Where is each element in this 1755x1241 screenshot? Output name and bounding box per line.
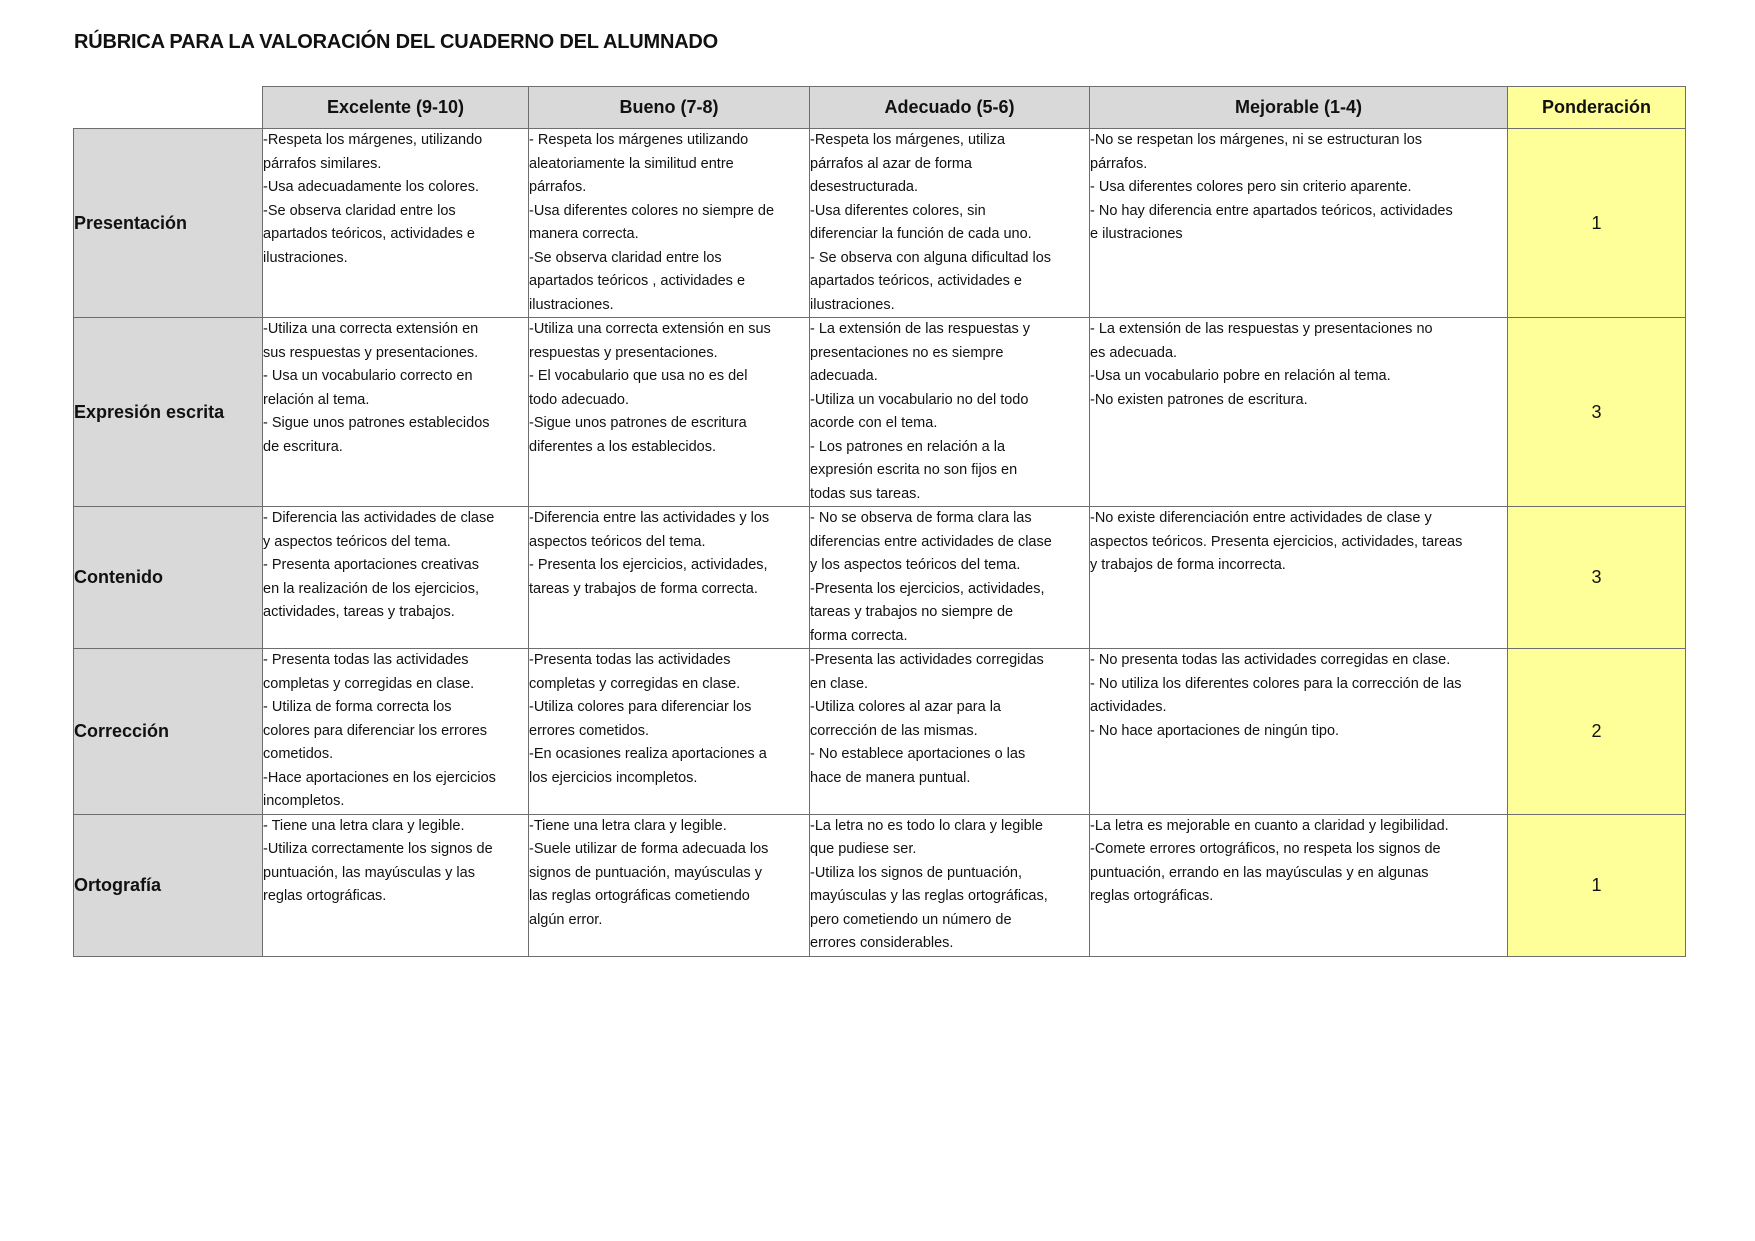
descriptor-line: relación al tema.: [263, 391, 370, 408]
descriptor-line: - Tiene una letra clara y legible.: [263, 817, 465, 834]
descriptor-line: -Comete errores ortográficos, no respeta los signos de: [1090, 841, 1441, 857]
descriptor-line: mayúsculas y las reglas ortográficas,: [810, 888, 1048, 904]
descriptor-line: - Se observa con alguna dificultad los: [810, 249, 1052, 266]
descriptor-line: - Presenta aportaciones creativas: [263, 557, 479, 573]
criterion-label: Corrección: [74, 649, 263, 815]
descriptor-line: colores para diferenciar los errores: [263, 722, 488, 739]
descriptor-line: -Usa adecuadamente los colores.: [263, 179, 480, 195]
descriptor-cell-adecuado: [810, 129, 1090, 318]
descriptor-line: -Presenta los ejercicios, actividades,: [810, 580, 1045, 597]
descriptor-line: - No hay diferencia entre apartados teóricos, actividades: [1090, 202, 1453, 219]
descriptor-line: puntuación, errando en las mayúsculas y en algunas: [1090, 864, 1429, 881]
descriptor-line: -Usa diferentes colores no siempre de: [529, 202, 775, 219]
header-excelente: Excelente (9-10): [263, 87, 529, 129]
descriptor-line: errores cometidos.: [529, 722, 650, 739]
descriptor-line: -La letra es mejorable en cuanto a claridad y legibilidad.: [1090, 817, 1449, 834]
descriptor-line: hace de manera puntual.: [810, 769, 971, 786]
descriptor-cell-excelente: [263, 318, 529, 507]
descriptor-line: respuestas y presentaciones.: [529, 344, 718, 361]
descriptor-line: -Utiliza un vocabulario no del todo: [810, 391, 1029, 408]
descriptor-line: -Se observa claridad entre los: [529, 249, 722, 266]
descriptor-line: -Tiene una letra clara y legible.: [529, 817, 727, 834]
descriptor-line: - Los patrones en relación a la: [810, 438, 1006, 455]
descriptor-cell-bueno: [529, 318, 810, 507]
weight-value: 1: [1508, 129, 1686, 318]
descriptor-line: - No utiliza los diferentes colores para la corrección de las: [1090, 675, 1462, 692]
descriptor-line: - Diferencia las actividades de clase: [263, 510, 495, 526]
descriptor-line: - No establece aportaciones o las: [810, 746, 1026, 762]
header-adecuado: Adecuado (5-6): [810, 87, 1090, 129]
descriptor-line: reglas ortográficas.: [1090, 888, 1214, 904]
descriptor-line: sus respuestas y presentaciones.: [263, 344, 479, 361]
descriptor-line: acorde con el tema.: [810, 415, 938, 431]
descriptor-line: las reglas ortográficas cometiendo: [529, 888, 750, 904]
descriptor-line: - Usa diferentes colores pero sin criterio aparente.: [1090, 179, 1412, 195]
header-ponderacion: Ponderación: [1508, 87, 1686, 129]
descriptor-line: completas y corregidas en clase.: [263, 675, 475, 692]
descriptor-line: - Utiliza de forma correcta los: [263, 699, 452, 715]
descriptor-line: párrafos similares.: [263, 155, 382, 172]
descriptor-line: corrección de las mismas.: [810, 722, 978, 739]
descriptor-line: presentaciones no es siempre: [810, 344, 1004, 361]
document-title: RÚBRICA PARA LA VALORACIÓN DEL CUADERNO DEL ALUMNADO: [74, 31, 719, 53]
descriptor-line: -Suele utilizar de forma adecuada los: [529, 841, 769, 857]
descriptor-line: -Respeta los márgenes, utiliza: [810, 132, 1006, 148]
descriptor-line: y los aspectos teóricos del tema.: [810, 557, 1021, 573]
descriptor-line: - Usa un vocabulario correcto en: [263, 368, 473, 384]
descriptor-line: -Se observa claridad entre los: [263, 202, 456, 219]
descriptor-cell-adecuado: [810, 649, 1090, 815]
descriptor-line: -La letra no es todo lo clara y legible: [810, 817, 1043, 834]
descriptor-line: -Presenta las actividades corregidas: [810, 652, 1044, 668]
criterion-label: Expresión escrita: [74, 318, 263, 507]
rubric-row: [74, 814, 1686, 956]
descriptor-line: -Utiliza colores para diferenciar los: [529, 699, 752, 715]
descriptor-line: -Presenta todas las actividades: [529, 652, 731, 668]
rubric-table: [73, 86, 1686, 957]
descriptor-line: pero cometiendo un número de: [810, 911, 1012, 928]
descriptor-line: -Utiliza colores al azar para la: [810, 699, 1001, 715]
descriptor-line: algún error.: [529, 911, 603, 928]
descriptor-line: - No presenta todas las actividades corregidas en clase.: [1090, 652, 1451, 668]
descriptor-line: actividades.: [1090, 699, 1167, 715]
descriptor-line: cometidos.: [263, 746, 334, 762]
descriptor-line: - No hace aportaciones de ningún tipo.: [1090, 722, 1340, 739]
criterion-label: Presentación: [74, 129, 263, 318]
descriptor-line: aspectos teóricos del tema.: [529, 533, 706, 550]
descriptor-line: -Sigue unos patrones de escritura: [529, 415, 747, 431]
descriptor-cell-mejorable: [1090, 318, 1508, 507]
weight-value: 1: [1508, 814, 1686, 956]
rubric-row: [74, 129, 1686, 318]
descriptor-line: -Diferencia entre las actividades y los: [529, 510, 770, 526]
descriptor-line: que pudiese ser.: [810, 841, 917, 857]
descriptor-cell-bueno: [529, 649, 810, 815]
descriptor-cell-excelente: [263, 129, 529, 318]
weight-value: 2: [1508, 649, 1686, 815]
descriptor-line: todo adecuado.: [529, 391, 629, 408]
descriptor-line: ilustraciones.: [810, 296, 895, 313]
descriptor-cell-excelente: [263, 507, 529, 649]
descriptor-line: adecuada.: [810, 368, 878, 384]
descriptor-line: todas sus tareas.: [810, 485, 921, 502]
descriptor-line: ilustraciones.: [529, 296, 614, 313]
descriptor-line: - Respeta los márgenes utilizando: [529, 132, 749, 148]
rubric-row: [74, 649, 1686, 815]
descriptor-line: - El vocabulario que usa no es del: [529, 368, 748, 384]
descriptor-line: -Utiliza los signos de puntuación,: [810, 864, 1022, 881]
descriptor-line: de escritura.: [263, 438, 343, 455]
descriptor-line: incompletos.: [263, 793, 345, 809]
descriptor-line: tareas y trabajos no siempre de: [810, 604, 1014, 620]
descriptor-line: diferentes a los establecidos.: [529, 438, 716, 455]
descriptor-line: - Presenta los ejercicios, actividades,: [529, 557, 768, 573]
descriptor-line: - Presenta todas las actividades: [263, 652, 469, 668]
descriptor-line: los ejercicios incompletos.: [529, 769, 698, 786]
descriptor-line: -No se respetan los márgenes, ni se estructuran los: [1090, 132, 1423, 148]
descriptor-line: y aspectos teóricos del tema.: [263, 533, 451, 550]
descriptor-cell-adecuado: [810, 318, 1090, 507]
descriptor-line: apartados teóricos, actividades e: [263, 226, 475, 242]
rubric-row: [74, 318, 1686, 507]
descriptor-line: apartados teóricos , actividades e: [529, 273, 746, 289]
descriptor-line: -No existe diferenciación entre actividades de clase y: [1090, 510, 1432, 526]
descriptor-line: párrafos al azar de forma: [810, 155, 972, 172]
descriptor-line: - La extensión de las respuestas y: [810, 321, 1031, 337]
descriptor-line: actividades, tareas y trabajos.: [263, 604, 455, 620]
criterion-label: Ortografía: [74, 814, 263, 956]
descriptor-cell-mejorable: [1090, 649, 1508, 815]
descriptor-line: tareas y trabajos de forma correcta.: [529, 580, 758, 597]
descriptor-line: errores considerables.: [810, 935, 954, 951]
weight-value: 3: [1508, 507, 1686, 649]
descriptor-line: -Utiliza una correcta extensión en sus: [529, 321, 771, 337]
descriptor-line: desestructurada.: [810, 179, 919, 195]
descriptor-line: -En ocasiones realiza aportaciones a: [529, 746, 767, 762]
descriptor-cell-mejorable: [1090, 129, 1508, 318]
descriptor-cell-adecuado: [810, 507, 1090, 649]
descriptor-line: signos de puntuación, mayúsculas y: [529, 864, 762, 881]
descriptor-line: es adecuada.: [1090, 344, 1178, 361]
descriptor-line: forma correcta.: [810, 627, 908, 644]
descriptor-cell-mejorable: [1090, 814, 1508, 956]
header-corner: [74, 87, 263, 129]
weight-value: 3: [1508, 318, 1686, 507]
descriptor-line: en clase.: [810, 675, 869, 692]
descriptor-cell-bueno: [529, 507, 810, 649]
descriptor-line: - No se observa de forma clara las: [810, 510, 1032, 526]
descriptor-line: diferencias entre actividades de clase: [810, 533, 1052, 550]
descriptor-line: ilustraciones.: [263, 249, 348, 266]
descriptor-line: reglas ortográficas.: [263, 888, 387, 904]
descriptor-cell-excelente: [263, 814, 529, 956]
descriptor-line: -No existen patrones de escritura.: [1090, 391, 1308, 408]
rubric-row: [74, 507, 1686, 649]
descriptor-line: e ilustraciones: [1090, 226, 1183, 242]
descriptor-line: -Respeta los márgenes, utilizando: [263, 132, 483, 148]
descriptor-cell-excelente: [263, 649, 529, 815]
descriptor-line: y trabajos de forma incorrecta.: [1090, 557, 1286, 573]
descriptor-line: diferenciar la función de cada uno.: [810, 226, 1032, 242]
descriptor-line: manera correcta.: [529, 226, 639, 242]
header-bueno: Bueno (7-8): [529, 87, 810, 129]
descriptor-line: - La extensión de las respuestas y presentaciones no: [1090, 321, 1433, 337]
descriptor-line: expresión escrita no son fijos en: [810, 462, 1018, 478]
descriptor-line: -Utiliza correctamente los signos de: [263, 841, 493, 857]
descriptor-line: -Usa un vocabulario pobre en relación al tema.: [1090, 368, 1391, 384]
descriptor-line: aspectos teóricos. Presenta ejercicios, actividades, tareas: [1090, 533, 1463, 550]
descriptor-line: en la realización de los ejercicios,: [263, 580, 479, 597]
descriptor-line: -Utiliza una correcta extensión en: [263, 321, 479, 337]
descriptor-cell-bueno: [529, 129, 810, 318]
descriptor-cell-adecuado: [810, 814, 1090, 956]
descriptor-line: apartados teóricos, actividades e: [810, 273, 1022, 289]
descriptor-line: completas y corregidas en clase.: [529, 675, 741, 692]
descriptor-line: párrafos.: [529, 179, 587, 195]
descriptor-line: -Hace aportaciones en los ejercicios: [263, 769, 496, 786]
descriptor-cell-bueno: [529, 814, 810, 956]
descriptor-line: -Usa diferentes colores, sin: [810, 202, 986, 219]
rubric-body: [74, 129, 1686, 957]
header-row: [74, 87, 1686, 129]
descriptor-line: aleatoriamente la similitud entre: [529, 155, 734, 172]
criterion-label: Contenido: [74, 507, 263, 649]
descriptor-line: puntuación, las mayúsculas y las: [263, 864, 475, 881]
descriptor-line: - Sigue unos patrones establecidos: [263, 415, 490, 431]
descriptor-line: párrafos.: [1090, 155, 1148, 172]
header-mejorable: Mejorable (1-4): [1090, 87, 1508, 129]
descriptor-cell-mejorable: [1090, 507, 1508, 649]
